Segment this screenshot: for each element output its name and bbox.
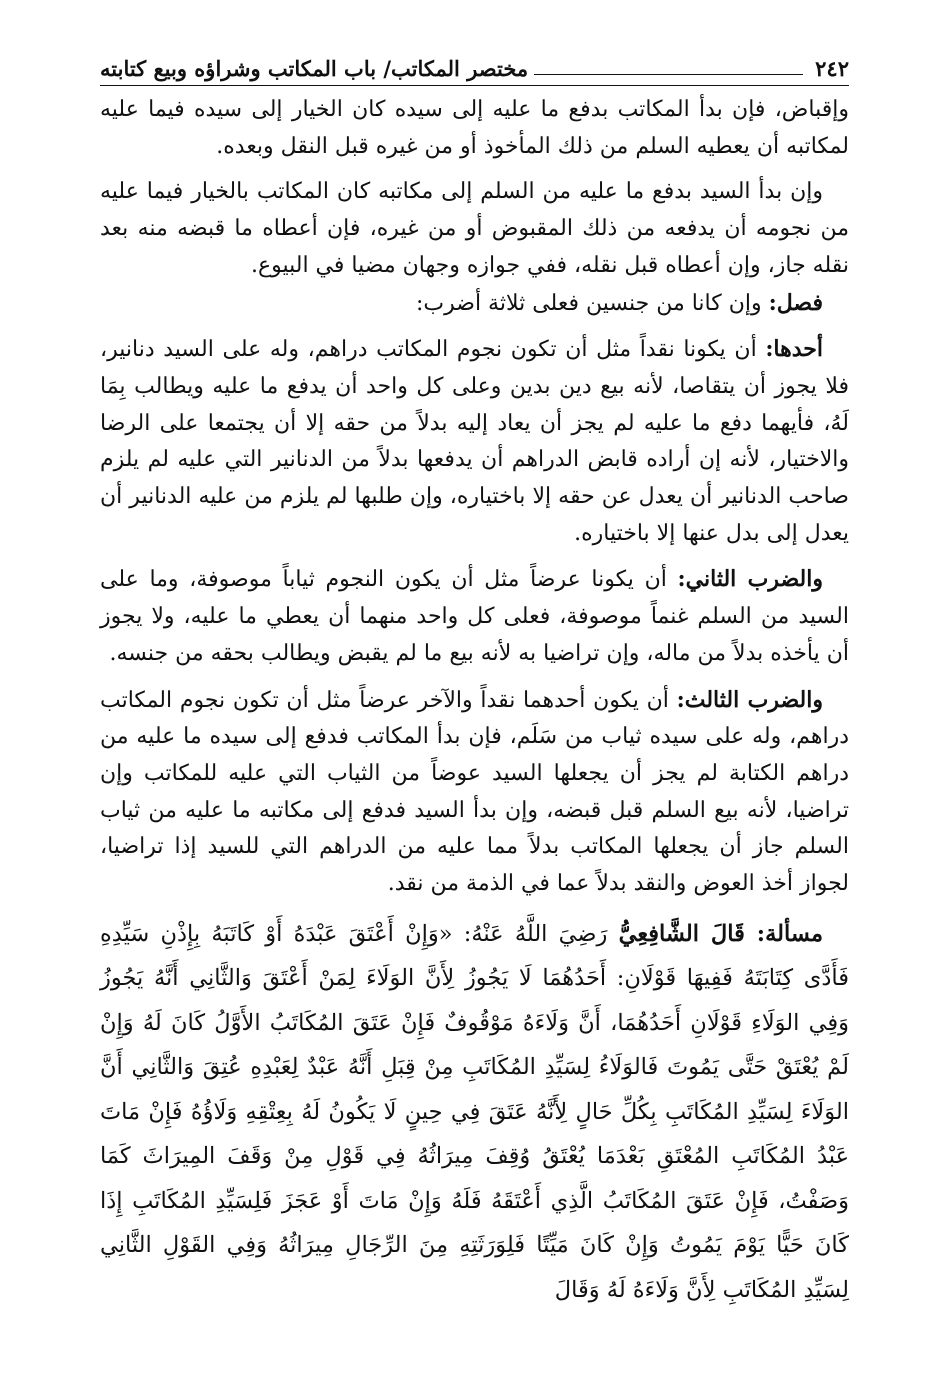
- running-header: [100, 58, 849, 86]
- paragraph-text: وإن بدأ السيد بدفع ما عليه من السلم إلى مكاتبه كان المكاتب بالخيار فيما عليه من نجومه أن يدفعه من ذلك المقبوض أو من غيره، فإن أعطاه ما قبضه منه بعد نقله جاز، وإن أعطاه قبل نقله، ففي جوازه وجهان مضيا في البيوع.: [100, 179, 849, 278]
- header-rule: [534, 74, 803, 75]
- chapter-title: مختصر المكاتب/ باب المكاتب وشراؤه وبيع كتابته: [100, 56, 529, 81]
- paragraph-text: وإقباض، فإن بدأ المكاتب بدفع ما عليه إلى سيده كان الخيار إلى سيده فيما عليه لمكاتبه أن يعطيه السلم من ذلك المأخوذ أو من غيره قبل النقل وبعده.: [100, 97, 849, 159]
- paragraph-first-type: [100, 331, 849, 552]
- paragraph-text: وإن كانا من جنسين فعلى ثلاثة أضرب:: [416, 290, 769, 316]
- page-number: ٢٤٢: [815, 56, 849, 81]
- paragraph-second-type: [100, 561, 849, 672]
- paragraph-text: أن يكون أحدهما نقداً والآخر عرضاً مثل أن تكون نجوم المكاتب دراهم، وله على سيده ثياب من سَلَم، فإن بدأ المكاتب فدفع إلى سيده ما عليه من دراهم الكتابة لم يجز أن يجعلها السيد عوضاً من الثياب التي عليه للمكاتب وإن تراضيا، لأنه بيع السلم قبل قبضه، وإن بدأ السيد فدفع إلى مكاتبه ما عليه من ثياب السلم جاز أن يجعلها المكاتب بدلاً مما عليه من الدراهم التي للسيد إذا تراضيا، لجواز أخذ العوض والنقد بدلاً عما في الذمة من نقد.: [100, 687, 849, 897]
- paragraph-heading: والضرب الثاني:: [677, 566, 823, 593]
- section-heading: فصل:: [768, 289, 823, 316]
- masala-heading: مسألة: قَالَ الشَّافِعِيُّ: [618, 920, 824, 947]
- quoted-text: رَضِيَ اللَّهُ عَنْهُ: «وَإِنْ أَعْتَقَ عَبْدَهُ أَوْ كَاتَبَهُ بِإِذْنِ سَيِّدِهِ فَأَدَّى كِتَابَتَهُ فَفِيهَا قَوْلَانِ: أَحَدُهُمَا لَا يَجُوزُ لِأَنَّ الوَلَاءَ لِمَنْ أَعْتَقَ وَالثَّانِي أَنَّهُ يَجُوزُ وَفِي الوَلَاءِ قَوْلَانِ أَحَدُهُمَا، أَنَّ وَلَاءَهُ مَوْقُوفٌ فَإِنْ عَتَقَ المُكَاتَبُ الأَوَّلُ كَانَ لَهُ وَإِنْ لَمْ يُعْتَقْ حَتَّى يَمُوتَ فَالوَلَاءُ لِسَيِّدِ المُكَاتَبِ مِنْ قِبَلِ أَنَّهُ عَبْدٌ لِعَبْدِهِ عُتِقَ وَالثَّانِي أَنَّ الوَلَاءَ لِسَيِّدِ المُكَاتَبِ بِكُلِّ حَالٍ لِأَنَّهُ عَتَقَ فِي حِينٍ لَا يَكُونُ لَهُ بِعِتْقِهِ وَلَاؤُهُ فَإِنْ مَاتَ عَبْدُ المُكَاتَبِ المُعْتَقِ بَعْدَمَا يُعْتَقُ وُقِفَ مِيرَاثُهُ فِي قَوْلِ مِنْ وَقَفَ المِيرَاثَ كَمَا وَصَفْتُ، فَإِنْ عَتَقَ المُكَاتَبُ الَّذِي أَعْتَقَهُ فَلَهُ وَإِنْ مَاتَ أَوْ عَجَزَ فَلِسَيِّدِ المُكَاتَبِ إِذَا كَانَ حَيًّا يَوْمَ يَمُوتُ وَإِنْ كَانَ مَيِّتًا فَلِوَرَثَتِهِ مِنَ الرِّجَالِ مِيرَاثُهُ وَفِي القَوْلِ الثَّانِي لِسَيِّدِ المُكَاتَبِ لِأَنَّ وَلَاءَهُ لَهُ وَقَالَ: [100, 920, 849, 1303]
- paragraph-heading: والضرب الثالث:: [676, 686, 823, 713]
- paragraph-2: [100, 174, 849, 284]
- paragraph-third-type: [100, 682, 849, 903]
- masala-paragraph: [100, 912, 849, 1313]
- paragraph-1: [100, 92, 849, 165]
- paragraph-heading: أحدها:: [765, 336, 823, 363]
- paragraph-text: أن يكونا نقداً مثل أن تكون نجوم المكاتب دراهم، وله على السيد دنانير، فلا يجوز أن يتقاصا، لأنه بيع دين بدين وعلى كل واحد أن يدفع ما عليه ويطالب بِمَا لَهُ، فأيهما دفع ما عليه لم يجز أن يعاد إليه بدلاً من حقه إلا أن يجتمعا على الرضا والاختيار، لأنه إن أراده قابض الدراهم أن يدفعها بدلاً من الدنانير التي عليه لم يلزم صاحب الدنانير أن يعدل عن حقه إلا باختياره، وإن طلبها لم يلزم من عليه الدنانير أن يعدل إلى بدل عنها إلا باختياره.: [100, 337, 849, 546]
- section-fasl: [100, 285, 849, 323]
- paragraph-text: أن يكونا عرضاً مثل أن يكون النجوم ثياباً موصوفة، وما على السيد من السلم غنماً موصوفة، فعلى كل واحد منهما أن يعطي ما عليه، ولا يجوز أن يأخذه بدلاً من ماله، وإن تراضيا به لأنه بيع ما لم يقبض ويطالب بحقه من جنسه.: [100, 567, 849, 666]
